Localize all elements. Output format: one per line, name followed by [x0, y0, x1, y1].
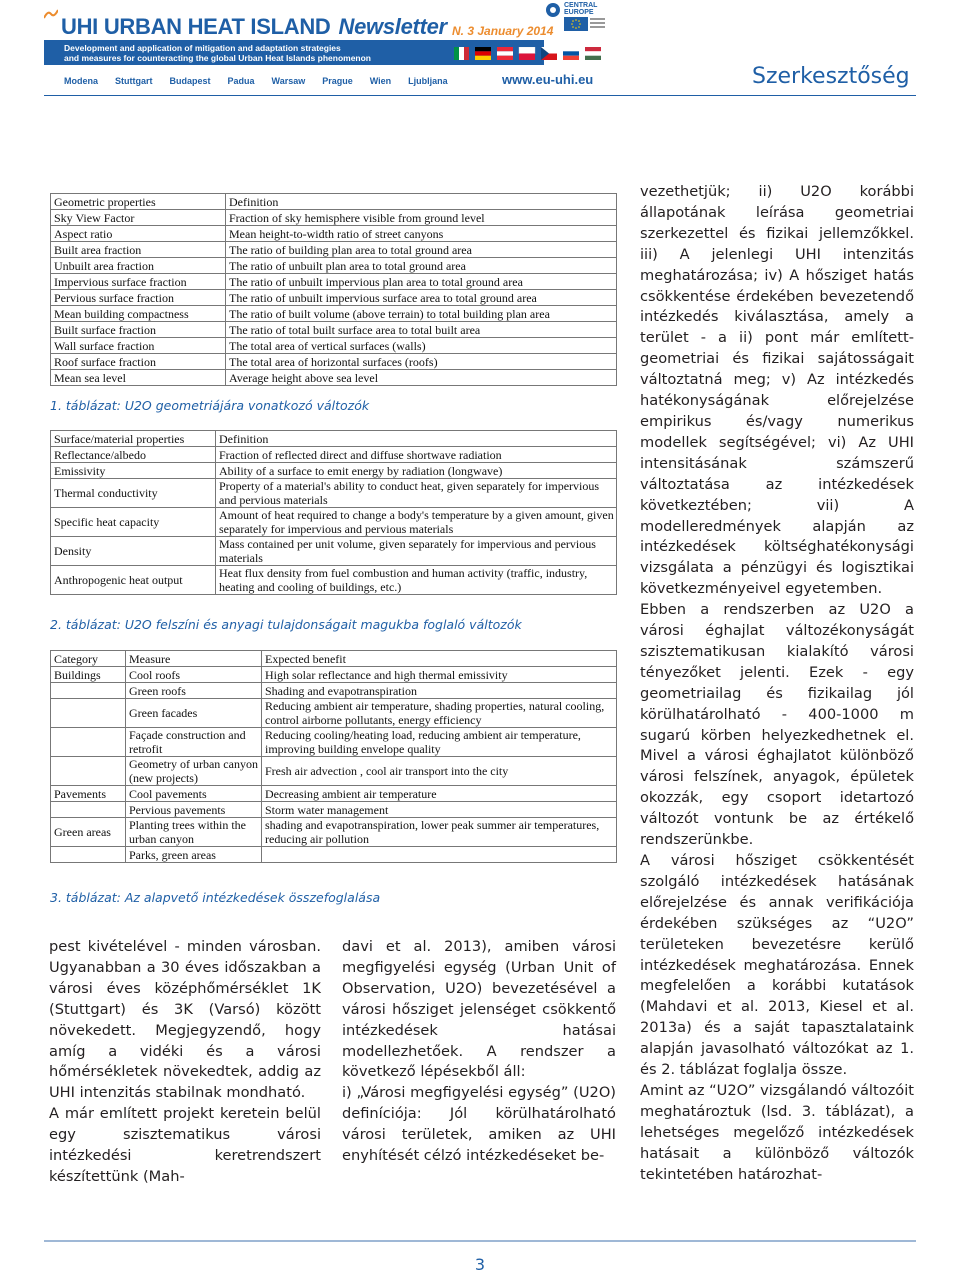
paragraph: i) „Városi megfigyelési egység” (U2O) definíciója: Jól körülhatárolható városi területek, amiken az UHI enyhítését célzó intézkedéseket be- [342, 1084, 616, 1165]
newsletter-title: UHI URBAN HEAT ISLAND Newsletter [61, 14, 447, 39]
table2-caption: 2. táblázat: U2O felszíni és anyagi tulajdonságait magukba foglaló változók [50, 617, 522, 632]
table-cell: Mass contained per unit volume, given separately for impervious and pervious materials [216, 537, 617, 566]
table-cell: Anthropogenic heat output [51, 566, 216, 595]
table-cell: The total area of horizontal surfaces (roofs) [226, 354, 617, 370]
table-row [51, 479, 617, 508]
table-cell: Property of a material's ability to conduct heat, given separately for impervious and pervious materials [216, 479, 617, 508]
table-header-cell: Definition [216, 431, 617, 447]
issue-date: N. 3 January 2014 [452, 24, 554, 38]
table-header-row [51, 651, 617, 667]
table3-caption: 3. táblázat: Az alapvető intézkedések összefoglalása [50, 890, 381, 905]
header-divider [44, 95, 916, 96]
table-cell: Green areas [51, 818, 126, 847]
table-row [51, 258, 617, 274]
page-number: 3 [474, 1255, 486, 1274]
city-modena: Modena [64, 76, 99, 86]
table-row [51, 728, 617, 757]
table-cell: The ratio of unbuilt plan area to total ground area [226, 258, 617, 274]
table-cell [51, 728, 126, 757]
table-mitigation-measures [50, 650, 617, 863]
table-cell [51, 757, 126, 786]
table-cell: Fraction of reflected direct and diffuse shortwave radiation [216, 447, 617, 463]
city-budapest: Budapest [169, 76, 211, 86]
table-cell: Amount of heat required to change a body's temperature by a given amount, given separately for impervious and pervious materials [216, 508, 617, 537]
table-cell: The ratio of building plan area to total ground area [226, 242, 617, 258]
table-row [51, 226, 617, 242]
table-cell: The total area of vertical surfaces (walls) [226, 338, 617, 354]
table-cell: Parks, green areas [126, 847, 262, 863]
table-row [51, 306, 617, 322]
table-cell: Average height above sea level [226, 370, 617, 386]
section-title: Szerkesztőség [752, 64, 910, 89]
table-row [51, 354, 617, 370]
table-header-row [51, 194, 617, 210]
table-cell: Impervious surface fraction [51, 274, 226, 290]
table-row [51, 508, 617, 537]
partner-cities [64, 76, 465, 86]
city-warsaw: Warsaw [271, 76, 306, 86]
table-cell: The ratio of unbuilt impervious plan area to total ground area [226, 274, 617, 290]
table-cell: Built surface fraction [51, 322, 226, 338]
central-europe-logo [544, 0, 606, 36]
table-row [51, 847, 617, 863]
city-padua: Padua [227, 76, 255, 86]
table-cell: Emissivity [51, 463, 216, 479]
table-cell: Specific heat capacity [51, 508, 216, 537]
flag-slovenia-icon [563, 47, 579, 60]
table-row [51, 274, 617, 290]
table-cell: Planting trees within the urban canyon [126, 818, 262, 847]
table-cell: Pavements [51, 786, 126, 802]
table-cell: Buildings [51, 667, 126, 683]
table-cell: The ratio of built volume (above terrain) to total building plan area [226, 306, 617, 322]
table-row [51, 818, 617, 847]
table-cell: Unbuilt area fraction [51, 258, 226, 274]
paragraph: vezethetjük; ii) U2O korábbi állapotának leírása geometriai szerkezettel és fizikai jellemzőkkel. iii) A jelenlegi UHI intenzitás meghatározása; iv) A hősziget hatás csökkentése érdekében bevezetendő intézkedés kiválasztása, amely a terület - a ii) pont már említett- geometriai és fizikai sajátosságait változtatná meg; v) Az intézkedés hatékonyságának előrejelzése empirikus és/vagy numerikus modellek segítségével; vi) Az UHI intensitásának számszerű változtatása az intézkedések következtében; vii) A modelleredmények alapján az intézkedések költséghatékonysági vizsgálata a pénzügyi és logisztikai következményeivel egyetemben. [640, 183, 914, 598]
table-cell: Fraction of sky hemisphere visible from ground level [226, 210, 617, 226]
table-cell: Cool pavements [126, 786, 262, 802]
partner-flags [454, 47, 604, 61]
table-cell: Cool roofs [126, 667, 262, 683]
table-header-cell: Category [51, 651, 126, 667]
table-row [51, 667, 617, 683]
table-cell: Roof surface fraction [51, 354, 226, 370]
table-cell: shading and evapotranspiration, lower peak summer air temperatures, reducing air pollution [262, 818, 617, 847]
uhi-logo-icon [44, 9, 58, 19]
table-row [51, 786, 617, 802]
table-cell: Reducing cooling/heating load, reducing ambient air temperature, improving building envelope quality [262, 728, 617, 757]
flag-italy-icon [454, 47, 469, 60]
table-row [51, 537, 617, 566]
paragraph: Ebben a rendszerben az U2O a városi éghajlat változékonyságát szisztematikusan kialakító városi tényezőket jelenti. Ezek - egy geometriailag és fizikailag jól körülhatárolható - 400-1000 m sugarú körben helyezkedhetnek el. Mivel a városi éghajlatot különböző városi felszínek, anyagok, épületek okozzák, egy csoport idetartozó változót vontunk be az értékelő rendszerünkbe. [640, 601, 914, 849]
table-cell: The ratio of total built surface area to total built area [226, 322, 617, 338]
table-cell: Heat flux density from fuel combustion and human activity (traffic, industry, heating and cooling of buildings, etc.) [216, 566, 617, 595]
table-cell: Wall surface fraction [51, 338, 226, 354]
flag-germany-icon [475, 47, 491, 60]
table-row [51, 683, 617, 699]
table-row [51, 322, 617, 338]
paragraph: A városi hősziget csökkentését szolgáló intézkedések hatásának előrejelzése és annak verifikációja érdekében szükséges az “U2O” területeken bevezetésre kerülő intézkedések meghatározása. Ennek megfelelően a korábbi kutatások (Mahdavi et al. 2013, Kiesel et al. 2013a) és a saját tapasztalataink alapján javasolható változókat az 1. és 2. táblázat foglalja össze. [640, 852, 914, 1079]
body-column-middle [342, 937, 616, 1167]
table-cell: Ability of a surface to emit energy by radiation (longwave) [216, 463, 617, 479]
table-cell: Façade construction and retrofit [126, 728, 262, 757]
city-ljubljana: Ljubljana [408, 76, 448, 86]
table-cell: Sky View Factor [51, 210, 226, 226]
paragraph: A már említett projekt keretein belül egy szisztematikus városi intézkedési keretrendszert készítettünk (Mah- [49, 1105, 321, 1185]
table-cell: Mean sea level [51, 370, 226, 386]
table-header-cell: Measure [126, 651, 262, 667]
table-cell: Built area fraction [51, 242, 226, 258]
website-url[interactable]: www.eu-uhi.eu [502, 72, 594, 87]
table-cell [51, 847, 126, 863]
flag-poland-icon [519, 47, 535, 60]
table-cell [51, 699, 126, 728]
table-row [51, 338, 617, 354]
table-cell: Green roofs [126, 683, 262, 699]
city-stuttgart: Stuttgart [115, 76, 153, 86]
paragraph: davi et al. 2013), amiben városi megfigyelési egység (Urban Unit of Observation, U2O) bevezetésével a városi hősziget jelenséget csökkentő intézkedések hatásai modellezhetőek. A rendszer a következő lépésekből áll: [342, 938, 616, 1081]
table-cell: Storm water management [262, 802, 617, 818]
table-cell: Mean building compactness [51, 306, 226, 322]
paragraph: Amint az “U2O” vizsgálandó változóit meghatároztuk (lsd. 3. táblázat), a lehetséges megelőző intézkedések hatásait a különböző változók tekintetében határozhat- [640, 1081, 914, 1183]
flag-hungary-icon [585, 47, 601, 60]
ce-logo-line2: EUROPE [564, 9, 594, 16]
flag-austria-icon [497, 47, 513, 60]
table-header-cell: Definition [226, 194, 617, 210]
table-cell: Aspect ratio [51, 226, 226, 242]
table-cell [51, 802, 126, 818]
table-cell: Shading and evapotranspiration [262, 683, 617, 699]
table-cell: The ratio of unbuilt impervious surface area to total ground area [226, 290, 617, 306]
body-column-left [49, 937, 321, 1188]
table-row [51, 447, 617, 463]
table-cell: High solar reflectance and high thermal emissivity [262, 667, 617, 683]
body-column-right [640, 182, 914, 1186]
table-cell [51, 683, 126, 699]
table-cell: Density [51, 537, 216, 566]
city-wien: Wien [369, 76, 392, 86]
table-cell: Pervious pavements [126, 802, 262, 818]
table-header-cell: Surface/material properties [51, 431, 216, 447]
table-cell: Green facades [126, 699, 262, 728]
table-row [51, 370, 617, 386]
table-cell: Thermal conductivity [51, 479, 216, 508]
table-cell: Decreasing ambient air temperature [262, 786, 617, 802]
table-geometric-properties [50, 193, 617, 386]
table-header-cell: Expected benefit [262, 651, 617, 667]
table-cell: Mean height-to-width ratio of street canyons [226, 226, 617, 242]
newsletter-subtitle: Development and application of mitigation and adaptation strategies and measures for counteracting the global Urban Heat Islands phenomenon [64, 43, 371, 63]
table-cell: Pervious surface fraction [51, 290, 226, 306]
table-row [51, 802, 617, 818]
table-row [51, 463, 617, 479]
table-cell: Reducing ambient air temperature, shading properties, natural cooling, control airborne pollutants, energy efficiency [262, 699, 617, 728]
table-cell: Geometry of urban canyon (new projects) [126, 757, 262, 786]
table-row [51, 290, 617, 306]
table-row [51, 210, 617, 226]
table-row [51, 242, 617, 258]
table-header-row [51, 431, 617, 447]
paragraph: pest kivételével - minden városban. Ugyanabban a 30 éves időszakban a városi éves középhőmérséklet 1K (Stuttgart) és 3K (Varsó) között növekedett. Megjegyzendő, hogy amíg a vidéki és a városi hőmérsékletek növekedtek, addig az UHI intenzitás stabilnak mondható. [49, 938, 321, 1102]
table-row [51, 566, 617, 595]
table-cell: Reflectance/albedo [51, 447, 216, 463]
footer-divider [44, 1240, 916, 1242]
ce-logo-line1: CENTRAL [564, 2, 598, 9]
city-prague: Prague [322, 76, 353, 86]
table1-caption: 1. táblázat: U2O geometriájára vonatkozó változók [50, 398, 370, 413]
table-row [51, 757, 617, 786]
table-header-cell: Geometric properties [51, 194, 226, 210]
table-cell [262, 847, 617, 863]
flag-czech-icon [541, 47, 557, 60]
table-row [51, 699, 617, 728]
table-surface-properties [50, 430, 617, 595]
table-cell: Fresh air advection , cool air transport into the city [262, 757, 617, 786]
